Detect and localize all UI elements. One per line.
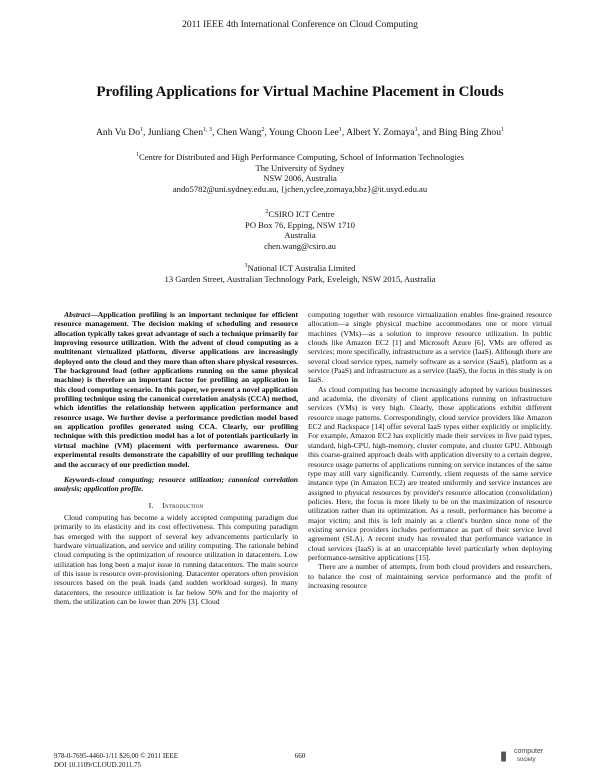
- computer-society-logo: [500, 746, 548, 768]
- affiliation-2: [0, 209, 600, 251]
- author-list: [0, 127, 600, 138]
- affiliation-line: [0, 263, 600, 274]
- logo-text: computer: [514, 748, 544, 755]
- footer-isbn: 978-0-7695-4460-1/11 $26.00 © 2011 IEEE: [54, 752, 178, 760]
- abstract-text: —Application profiling is an important technique for efficient resource management. The decision making of scheduling and resource allocation typically takes great advantage of such a technique primarily for improving resource utilization. With the advent of cloud computing as a multitenant virtualized platform, diverse applications are increasingly deployed onto the cloud and they more than often share physical resources. The background load (other applications running on the same physical machine) is therefore an important factor for profiling an application in this cloud computing scenario. In this paper, we present a novel application profiling technique using the canonical correlation analysis (CCA) method, which identifies the relationship between application performance and resource usage. We further devise a performance prediction model based on application profiles generated using CCA. Clearly, our profiling technique with this prediction model has a lot of potentials particularly in virtual machine (VM) placement with performance awareness. Our experimental results demonstrate the capability of our profiling technique and the accuracy of our prediction model.: [54, 310, 298, 469]
- section-number: I.: [148, 500, 154, 510]
- author-affil-mark: 1: [338, 126, 342, 133]
- conference-header: 2011 IEEE 4th International Conference on Cloud Computing: [182, 20, 418, 30]
- body-paragraph: Cloud computing has become a widely accepted computing paradigm due primarily to its elasticity and its cost effectiveness. This computing paradigm has emerged with the support of several key advancements particularly in hardware virtualization, and service and utility computing. The rationale behind cloud computing is the optimization of resource utilization in datacenters. Low utilization has long been a major issue in running datacenters. The main source of this issue is resource over-provisioning. Datacenter operators often provision resources based on the peak loads (and sudden workload surges). In many datacenters, the resource utilization is far below 50% and for the majority of them, the utilization can be lower than 20% [3]. Cloud: [54, 512, 298, 606]
- author-separator: ,: [341, 127, 347, 138]
- affiliation-line: The University of Sydney: [255, 162, 345, 173]
- author-name: Chen Wang: [216, 127, 262, 138]
- affiliation-mark: 1: [135, 152, 139, 159]
- affiliation-line: Australia: [284, 230, 316, 241]
- affiliation-email: chen.wang@csiro.au: [264, 240, 336, 251]
- author-affil-mark: 2: [261, 126, 265, 133]
- author-name: Junliang Chen: [147, 127, 203, 138]
- author-affil-mark: 1, 3: [203, 126, 212, 133]
- affiliation-line: 13 Garden Street, Australian Technology Park, Eveleigh, NSW 2015, Australia: [164, 273, 436, 284]
- affiliation-email: ando5782@uni.sydney.edu.au, {jchen,yclee,zomaya,bbz}@it.usyd.edu.au: [172, 183, 428, 194]
- left-column: [54, 310, 298, 606]
- abstract: [54, 310, 298, 469]
- author-separator: ,: [212, 127, 217, 138]
- page-number: 660: [294, 752, 306, 760]
- affiliation-text: CSIRO ICT Centre: [268, 209, 335, 219]
- body-paragraph: There are a number of attempts, from both cloud providers and researchers, to balance the cost of maintaining service performance and the profit of increasing resource: [308, 562, 552, 590]
- affiliation-line: [0, 209, 600, 220]
- body-paragraph: As cloud computing has become increasingly adopted by various businesses and academia, the diversity of client applications running on infrastructure services (VMs) is very high. Clearly, those applications exhibit different resource usage patterns. Correspondingly, cloud service providers like Amazon EC2 and Rackspace [14] offer several IaaS types either explicitly or implicitly. For example, Amazon EC2 has explicitly made their services in five paid types, standard, high-CPU, high-memory, cluster compute, and cluster GPU. Although this coarse-grained approach deals with application diversity to a certain degree, resource usage patterns of applications running on service instances of the same type may still vary significantly. Currently, client requests of the same service instance type (in Amazon EC2) are treated uniformly and service instances are assigned to physical resources by provider's resource allocation (consolidation) policies. Here, the focus is more likely to be on the maximization of resource utilization rather than its optimization. As a result, performance has become a major victim; and this is left mainly as a client's burden since none of the existing service providers includes performance as part of their service level agreement (SLA). A recent study has revealed that performance variance in cloud services (IaaS) is at an unacceptable level particularly when deploying performance-sensitive applications [15].: [308, 384, 552, 562]
- affiliation-line: PO Box 76, Epping, NSW 1710: [245, 219, 355, 230]
- affiliation-mark: 2: [265, 209, 269, 216]
- affiliation-text: National ICT Australia Limited: [247, 263, 356, 273]
- author-separator: , and: [417, 127, 439, 138]
- section-title: Introduction: [162, 500, 204, 510]
- paper-title: Profiling Applications for Virtual Machine Placement in Clouds: [96, 84, 504, 100]
- author-name: Young Choon Lee: [268, 127, 339, 138]
- author-affil-mark: 1: [501, 126, 504, 133]
- affiliation-line: [0, 152, 600, 163]
- logo-mark-icon: ▮: [500, 748, 508, 763]
- keywords: Keywords-cloud computing; resource utilization; canonical correlation analysis; application profile.: [54, 474, 298, 494]
- abstract-label: Abstract: [64, 310, 91, 319]
- affiliation-mark: 3: [244, 263, 248, 270]
- body-paragraph: computing together with resource virtualization enables fine-grained resource allocation—a single physical machine accommodates one or more virtual machines (VMs)—as a solution to improve resource utilization. In public clouds like Amazon EC2 [1] and Microsoft Azure [6], VMs are offered as services; more specifically, infrastructure as a service (IaaS). Although there are several cloud service types, namely software as a service (SaaS), platform as a service (PaaS) and infrastructure as a service (IaaS), the focus in this study is on IaaS.: [308, 310, 552, 385]
- right-column: [308, 310, 552, 590]
- footer-doi: DOI 10.1109/CLOUD.2011.75: [54, 760, 141, 769]
- author-name: Bing Bing Zhou: [438, 127, 501, 138]
- author-affil-mark: 1: [140, 126, 144, 133]
- logo-text: society: [517, 757, 536, 763]
- author-separator: ,: [143, 127, 148, 138]
- affiliation-line: NSW 2006, Australia: [263, 173, 337, 184]
- affiliation-1: [0, 152, 600, 194]
- author-name: Anh Vu Do: [96, 127, 141, 138]
- author-affil-mark: 1: [414, 126, 418, 133]
- author-name: Albert Y. Zomaya: [346, 127, 415, 138]
- section-heading: [54, 501, 298, 510]
- affiliation-text: Centre for Distributed and High Performance Computing, School of Information Technologies: [138, 152, 465, 162]
- affiliation-3: [0, 263, 600, 284]
- author-separator: ,: [264, 127, 269, 138]
